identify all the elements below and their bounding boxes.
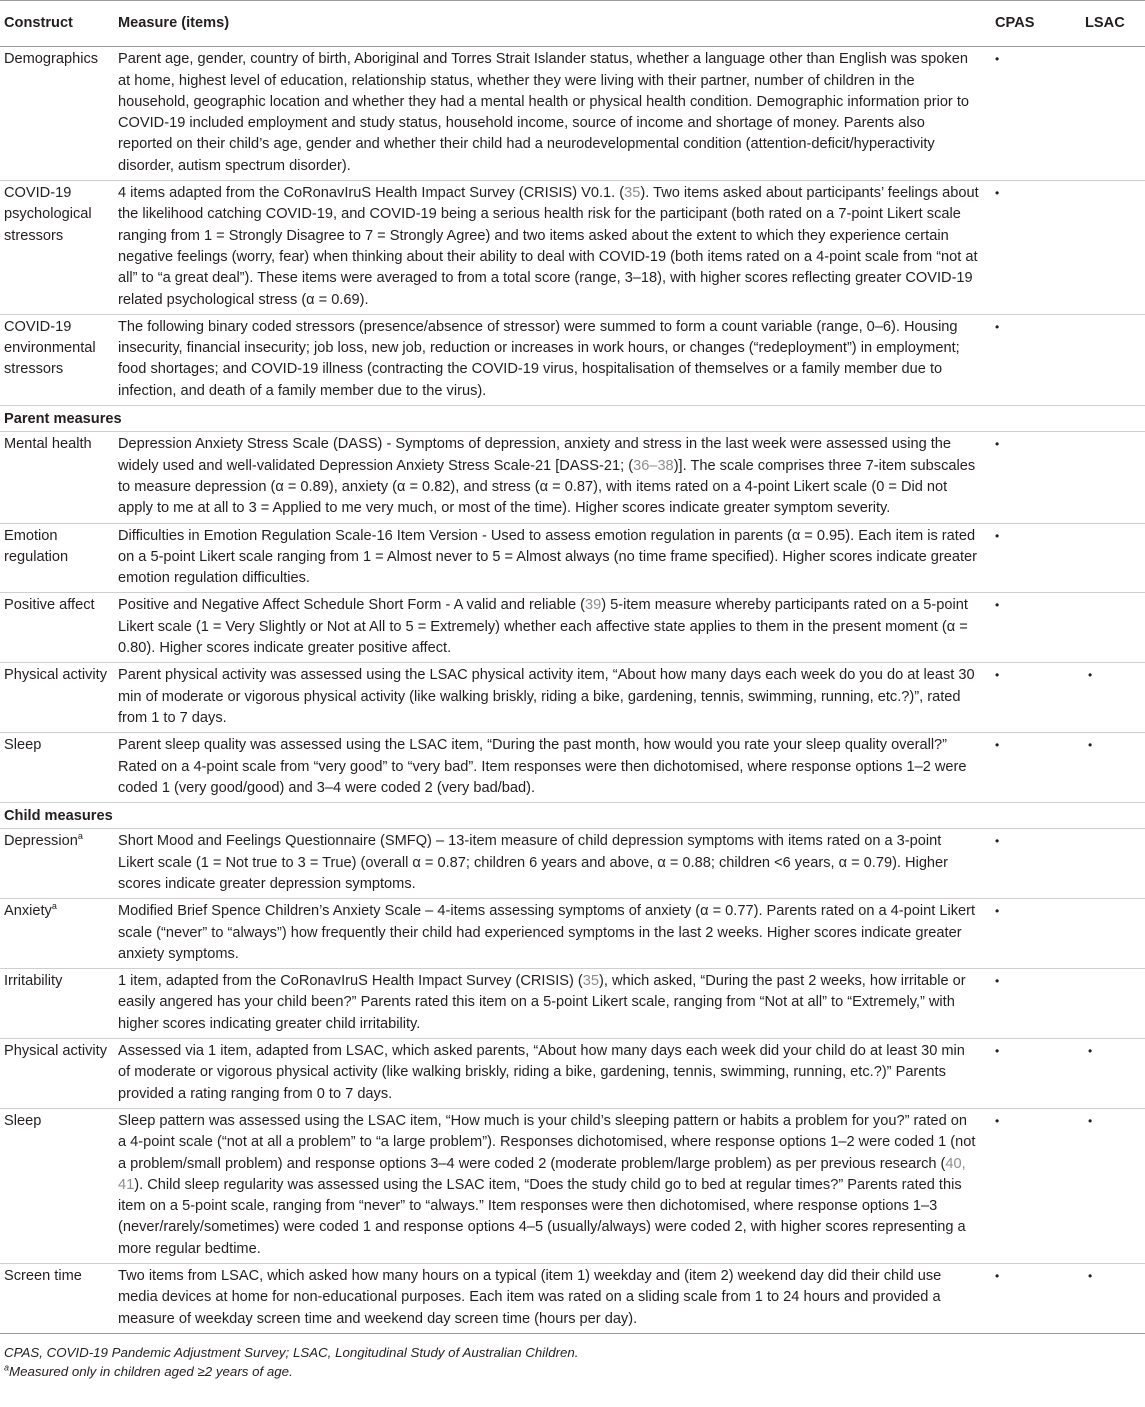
table-row <box>0 663 1145 733</box>
table-row <box>0 47 1145 181</box>
lsac-cell <box>1065 181 1145 315</box>
footnote-marker: a <box>4 1362 10 1373</box>
measure-cell: Assessed via 1 item, adapted from LSAC, which asked parents, “About how many days each week did your child do at least 30 min of moderate or vigorous physical activity (like walking briskly, riding a bike, gardening, tennis, swimming, running, etc.?)” Parents provided a rating ranging from 0 to 7 days. <box>113 1039 981 1109</box>
measure-cell: Two items from LSAC, which asked how many hours on a typical (item 1) weekday and (item 2) weekend day did their child use media devices at home for non-educational purposes. Each item was rated on a sliding scale from 1 to 24 hours and provided a measure of weekday screen time and weekend day screen time (hours per day). <box>113 1264 981 1334</box>
cpas-bullet: • <box>981 432 1065 523</box>
lsac-bullet: • <box>1065 733 1145 803</box>
reference-link[interactable]: 35 <box>624 185 641 202</box>
table-row <box>0 733 1145 803</box>
measure-cell: Short Mood and Feelings Questionnaire (SMFQ) – 13-item measure of child depression symptoms with items rated on a 3-point Likert scale (1 = Not true to 3 = True) (overall α = 0.87; children 6 years and above, α = 0.88; children <6 years, α = 0.79). Higher scores indicate greater depression symptoms. <box>113 829 981 899</box>
construct-cell: Sleep <box>0 1108 113 1263</box>
construct-cell: Physical activity <box>0 663 113 733</box>
lsac-bullet: • <box>1065 1039 1145 1109</box>
cpas-bullet: • <box>981 314 1065 405</box>
header-lsac: LSAC <box>1065 1 1145 47</box>
table-row <box>0 1108 1145 1263</box>
section-row-parent <box>0 406 1145 432</box>
cpas-bullet: • <box>981 1039 1065 1109</box>
cpas-bullet: • <box>981 899 1065 969</box>
table-row <box>0 829 1145 899</box>
cpas-bullet: • <box>981 663 1065 733</box>
lsac-cell <box>1065 899 1145 969</box>
construct-cell: Mental health <box>0 432 113 523</box>
measure-cell: Modified Brief Spence Children’s Anxiety Scale – 4-items assessing symptoms of anxiety (α = 0.77). Parents rated on a 4-point Likert scale (“never” to “always”) how frequently their child had experienced symptoms in the last 2 weeks. Higher scores indicate greater anxiety symptoms. <box>113 899 981 969</box>
header-row <box>0 1 1145 47</box>
section-title: Child measures <box>0 803 1145 829</box>
construct-cell: COVID-19 environmental stressors <box>0 314 113 405</box>
header-measure: Measure (items) <box>113 1 981 47</box>
cpas-bullet: • <box>981 1264 1065 1334</box>
table-row <box>0 432 1145 523</box>
lsac-bullet: • <box>1065 1264 1145 1334</box>
lsac-cell <box>1065 314 1145 405</box>
construct-cell: Demographics <box>0 47 113 181</box>
reference-link[interactable]: 35 <box>582 973 599 990</box>
cpas-bullet: • <box>981 969 1065 1039</box>
construct-cell: Screen time <box>0 1264 113 1334</box>
measure-cell: Parent sleep quality was assessed using the LSAC item, “During the past month, how would you rate your sleep quality overall?” Rated on a 4-point scale from “very good” to “very bad”. Item responses were then dichotomised, where response options 1–2 were coded 1 (very good/good) and 3–4 were coded 2 (very bad/bad). <box>113 733 981 803</box>
reference-link[interactable]: 40, 41 <box>118 1155 966 1193</box>
table-row <box>0 1264 1145 1334</box>
construct-cell: Positive affect <box>0 593 113 663</box>
lsac-cell <box>1065 969 1145 1039</box>
cpas-bullet: • <box>981 829 1065 899</box>
header-cpas: CPAS <box>981 1 1065 47</box>
measure-cell: Positive and Negative Affect Schedule Short Form - A valid and reliable (39) 5-item measure whereby participants rated on a 5-point Likert scale (1 = Very Slightly or Not at All to 5 = Extremely) whether each affective state applies to them in the present moment (α = 0.80). Higher scores indicate greater positive affect. <box>113 593 981 663</box>
cpas-bullet: • <box>981 181 1065 315</box>
lsac-bullet: • <box>1065 1108 1145 1263</box>
cpas-bullet: • <box>981 1108 1065 1263</box>
construct-cell: Irritability <box>0 969 113 1039</box>
measure-cell: The following binary coded stressors (presence/absence of stressor) were summed to form a count variable (range, 0–6). Housing insecurity, financial insecurity; job loss, new job, reduction or increases in work hours, or changes (“redeployment”) in employment; food shortages; and COVID-19 illness (contracting the COVID-19 virus, hospitalisation of themselves or a family member due to infection, and death of a family member due to the virus). <box>113 314 981 405</box>
construct-cell: Anxiety$^a$ <box>0 899 113 969</box>
footnote-a: $^a$Measured only in children aged ≥2 years of age. <box>4 1362 293 1379</box>
cpas-bullet: • <box>981 523 1065 593</box>
footnote-abbreviations: CPAS, COVID-19 Pandemic Adjustment Survey; LSAC, Longitudinal Study of Australian Children. <box>4 1344 579 1360</box>
section-title: Parent measures <box>0 406 1145 432</box>
measure-cell: 1 item, adapted from the CoRonavIruS Health Impact Survey (CRISIS) (35), which asked, “During the past 2 weeks, how irritable or easily angered has your child been?” Parents rated this item on a 5-point Likert scale, ranging from “Not at all” to “Extremely,” with higher scores indicating greater child irritability. <box>113 969 981 1039</box>
header-construct: Construct <box>0 1 113 47</box>
cpas-bullet: • <box>981 47 1065 181</box>
measure-cell: Depression Anxiety Stress Scale (DASS) - Symptoms of depression, anxiety and stress in the last week were assessed using the widely used and well-validated Depression Anxiety Stress Scale-21 [DASS-21; (36–38)]. The scale comprises three 7-item subscales to measure depression (α = 0.89), anxiety (α = 0.82), and stress (α = 0.87), with items rated on a 4-point Likert scale (0 = Did not apply to me at all to 3 = Applied to me very much, or most of the time). Higher scores indicate greater symptom severity. <box>113 432 981 523</box>
construct-cell: Emotion regulation <box>0 523 113 593</box>
table-footnotes <box>0 1334 1145 1381</box>
lsac-cell <box>1065 593 1145 663</box>
measure-cell: Difficulties in Emotion Regulation Scale-16 Item Version - Used to assess emotion regulation in parents (α = 0.95). Each item is rated on a 5-point Likert scale ranging from 1 = Almost never to 5 = Almost always (no time frame specified). Higher scores indicate greater emotion regulation difficulties. <box>113 523 981 593</box>
table-row <box>0 593 1145 663</box>
lsac-cell <box>1065 47 1145 181</box>
reference-link[interactable]: 39 <box>585 597 602 614</box>
table-row <box>0 969 1145 1039</box>
measure-cell: Parent age, gender, country of birth, Aboriginal and Torres Strait Islander status, whether a language other than English was spoken at home, highest level of education, relationship status, whether they were living with their partner, number of children in the household, geographic location and whether they had a mental health or physical health condition. Demographic information prior to COVID-19 included employment and study status, household income, source of income and shortage of money. Parents also reported on their child’s age, gender and whether their child had a neurodevelopmental condition (attention-deficit/hyperactivity disorder, autism spectrum disorder). <box>113 47 981 181</box>
measure-cell: Parent physical activity was assessed using the LSAC physical activity item, “About how many days each week do you do at least 30 min of moderate or vigorous physical activity (like walking briskly, riding a bike, gardening, tennis, swimming, running, etc.?)”, rated from 1 to 7 days. <box>113 663 981 733</box>
table-row <box>0 314 1145 405</box>
construct-cell: Physical activity <box>0 1039 113 1109</box>
table-row <box>0 523 1145 593</box>
measure-cell: Sleep pattern was assessed using the LSAC item, “How much is your child’s sleeping pattern or habits a problem for you?” rated on a 4-point scale (“not at all a problem” to “a large problem”). Responses dichotomised, where response options 1–2 were coded 1 (not a problem/small problem) and response options 3–4 were coded 2 (moderate problem/large problem) as per previous research (40, 41). Child sleep regularity was assessed using the LSAC item, “Does the study child go to bed at regular times?” Parents rated this item on a 5-point scale, ranging from “never” to “always.” Item responses were then dichotomised, where response options 1–3 (never/rarely/sometimes) were coded 1 and response options 4–5 (usually/always) were coded 2, with higher scores representing a more regular bedtime. <box>113 1108 981 1263</box>
table-row <box>0 899 1145 969</box>
footnote-marker: a <box>77 831 83 842</box>
lsac-bullet: • <box>1065 663 1145 733</box>
cpas-bullet: • <box>981 593 1065 663</box>
reference-link[interactable]: 36–38 <box>633 457 674 474</box>
construct-cell: Depression$^a$ <box>0 829 113 899</box>
measure-cell: 4 items adapted from the CoRonavIruS Health Impact Survey (CRISIS) V0.1. (35). Two items asked about participants’ feelings about the likelihood catching COVID-19, and COVID-19 being a serious health risk for the participant (both rated on a 7-point Likert scale ranging from 1 = Strongly Disagree to 7 = Strongly Agree) and two items asked about the extent to which they experience certain negative feelings (worry, fear) when thinking about their ability to deal with COVID-19 (both items rated on a 4-point scale from “not at all” to “a great deal”). These items were averaged to from a total score (range, 3–18), with higher scores reflecting greater COVID-19 related psychological stress (α = 0.69). <box>113 181 981 315</box>
lsac-cell <box>1065 523 1145 593</box>
table-row <box>0 181 1145 315</box>
construct-cell: Sleep <box>0 733 113 803</box>
lsac-cell <box>1065 829 1145 899</box>
lsac-cell <box>1065 432 1145 523</box>
footnote-marker: a <box>51 901 57 912</box>
cpas-bullet: • <box>981 733 1065 803</box>
table-row <box>0 1039 1145 1109</box>
section-row-child <box>0 803 1145 829</box>
construct-cell: COVID-19 psychological stressors <box>0 181 113 315</box>
